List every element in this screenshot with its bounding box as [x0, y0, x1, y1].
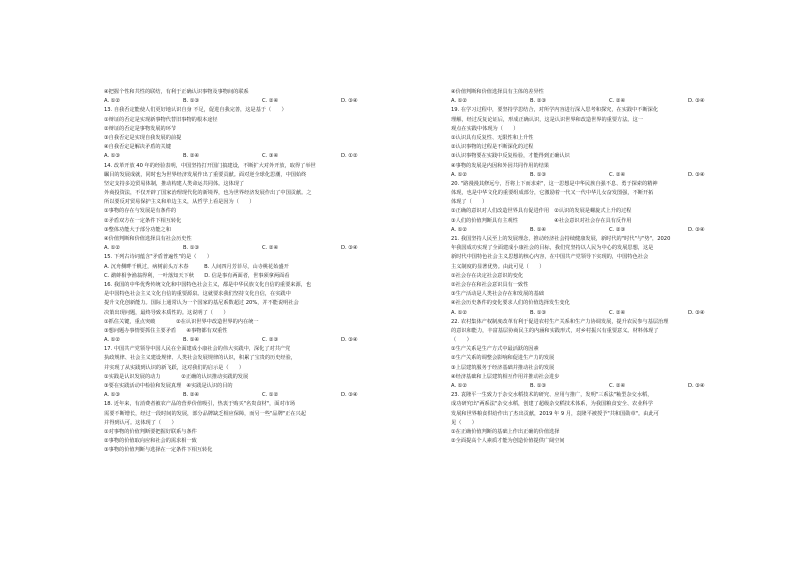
text-line: ④价值判断和价值选择具有社会历史性	[104, 236, 192, 242]
answer-option: B. ①③	[530, 171, 547, 178]
text-line: ②社会存在和社会意识具有一致性	[451, 281, 529, 288]
answer-option: B. ①③	[530, 309, 547, 316]
text-line: ①对事物的价值判断要把握好联系与条件	[104, 428, 197, 435]
text-line: 理解，经过反复论证后，形成正确认识，这是认识世界和改造世界的重要方法。这一	[451, 116, 643, 123]
text-line: A. 沉舟侧畔千帆过，病树前头万木春 B. 人间四月芳菲尽，山寺桃花始盛开	[104, 263, 289, 270]
text-line: 16. 我国的中华优秀传统文化和中国特色社会主义，都是中华民族文化自信的重要来源，也	[104, 281, 312, 288]
text-line: ③整体功能大于部分功能之和	[104, 226, 171, 233]
text-line: ②生产关系的调整会影响和促进生产力的发展	[451, 355, 555, 362]
answer-option: D. ③④	[341, 392, 358, 399]
text-line: ①社会存在决定社会意识的变化	[451, 272, 524, 279]
answer-options	[451, 171, 767, 180]
text-line: 坚定支持多边贸易体制，推动构建人类命运共同体。这体现了	[104, 180, 245, 187]
text-line: ④事物的发展是内因和外因共同作用的结果	[451, 162, 550, 169]
text-line: ②辩证的否定是事物发展的环节	[104, 125, 177, 132]
answer-option: D. ③④	[341, 337, 358, 344]
text-line: ④经济基础和上层建筑相互作用并推动社会进步	[451, 373, 560, 380]
text-line: ④把握个性和共性的联结，有利于正确认识事物及事物间的联系	[104, 89, 249, 95]
text-line: 体现了（ ）	[451, 199, 488, 206]
text-line: 成功研究出"两系法"杂交水稻，创建了超级杂交稻技术体系，为我国粮食安全、农业科学	[451, 401, 653, 408]
answer-option: B. ①③	[183, 245, 200, 252]
answer-option: D. ③④	[688, 309, 705, 316]
text-line: ③人们的价值判断具有主观性 ④社会意识对社会存在具有反作用	[451, 217, 632, 224]
text-line: 主义制度的显著优势。由此可见（ ）	[451, 263, 545, 270]
answer-options	[104, 152, 420, 161]
text-line: 所以要反对贸易保护主义和单边主义，从哲学上看是因为（ ）	[104, 199, 255, 206]
answer-option: D. ①②	[341, 153, 358, 160]
text-line: ①在正确价值判断的基础上作出正确的价值选择	[451, 428, 560, 435]
answer-options	[451, 97, 767, 106]
text-line: ④社会历史条件的变化要求人们的价值选择发生变化	[451, 300, 570, 307]
text-line: 观点在实践中体现为（ ）	[451, 125, 519, 132]
answer-option: C. ②④	[609, 98, 626, 105]
answer-option: C. ②④	[609, 171, 626, 178]
text-line: ②矛盾双方在一定条件下相互转化	[104, 217, 182, 224]
text-line: ①实践是认识发展的动力 ②正确的认识推动实践的发展	[104, 373, 249, 380]
right-column	[451, 88, 767, 446]
answer-option: B. ①③	[530, 383, 547, 389]
answer-option: C. ②③	[262, 337, 279, 344]
text-line: ③事物的价值判断与选择在一定条件下相互转化	[104, 447, 213, 454]
text-line: ④自我否定是解决矛盾的关键	[104, 144, 171, 151]
answer-option: B. ②④	[183, 153, 200, 160]
answer-options	[104, 391, 420, 400]
text-line: 发展和世界粮食供给作出了杰出贡献，2019 年 9 月，袁隆平被授予"共和国勋章"。由此可	[451, 410, 659, 417]
text-line: 21. 我国坚持人民至上的发展理念，推动经济社会持续健康发展，新时代的"时代"与"势"，2020	[451, 236, 671, 242]
answer-options	[451, 382, 767, 391]
text-line: ①认识具有反复性、无限性和上升性	[451, 134, 534, 141]
text-line: 13. 自我否定能使人们更好地认识自身 不足，促进自我完善，这是基于（ ）	[104, 107, 287, 114]
answer-option: C. ②④	[262, 245, 279, 252]
answer-option: D. ③④	[688, 383, 705, 389]
text-line: ①事物的存在与发展是有条件的	[104, 208, 177, 215]
text-line: 是中国特色社会主义文化自信的重要源泉。这就要求我们坚持文化自信，在实践中	[104, 291, 291, 298]
text-line: ③上层建筑服务于经济基础并推动社会的发展	[451, 364, 555, 371]
answer-option: D. ③④	[341, 98, 358, 105]
text-line: 体现，也是中华文化的重要组成部分，它激励着一代又一代中华儿女奋发图强，不断开拓	[451, 190, 654, 197]
answer-option: B. ①③	[183, 98, 200, 105]
answer-option: A. ①②	[451, 226, 468, 233]
text-line: 17. 中国共产党领导中国人民在全面建成小康社会的伟大实践中，深化了对共产党	[104, 346, 291, 353]
text-line: ②事物的价值取向应和社会的需求相一致	[104, 438, 197, 445]
answer-option: B. ①④	[530, 226, 547, 233]
text-line: ③认识事物要在实践中反复检验，才能得到正确认识	[451, 153, 570, 160]
text-line: 14. 改革开放 40 年的经验表明，中国坚持打开国门搞建设，不断扩大对外开放，取得了举世	[104, 162, 316, 169]
answer-option: C. ②③	[609, 226, 626, 233]
text-line: 22. 农村集体产权制度改革有利于促进农村生产关系和生产力协调发展，提升农民参与基层治理	[451, 318, 669, 325]
text-line: ③想问题办事情要抓住主要矛盾 ④事物都有双重性	[104, 327, 228, 334]
answer-option: C. ①②	[262, 392, 279, 399]
text-line: ②全面提高个人素质才能为创造价值提供广阔空间	[451, 438, 565, 445]
answer-options	[104, 244, 420, 253]
answer-option: D. ③④	[688, 98, 705, 105]
answer-option: C. ②④	[609, 383, 626, 389]
text-line: 的意识和能力，丰富基层协商民主的内涵和实践形式，对乡村振兴有重要意义。材料体现了	[451, 327, 659, 334]
answer-option: A. ①②	[104, 245, 121, 252]
text-line: 并得到认可。这体现了（ ）	[104, 419, 177, 426]
text-line: ①抓住关键，重点突破 ②在认识世界中改造世界的内在统一	[104, 318, 259, 325]
text-line: C. 鹬蚌相争渔翁得利，一叶落知天下秋 D. 信是事有两面者，世事须拿两面看	[104, 272, 290, 279]
text-line: （ ）	[451, 337, 472, 344]
answer-option: B. ①④	[183, 337, 200, 344]
text-line: ①正确的意识对人们改造世界具有促进作用 ②认识的发展是螺旋式上升的过程	[451, 208, 632, 215]
text-line: 需要不断增长，经过一段时间的发展，部分品牌缺乏相应保障，而另一些"品牌"正在兴起	[104, 410, 306, 417]
text-line: 新时代中国特色社会主义思想的核心内容，在中国共产党领导下实现的，中国特色社会	[451, 254, 649, 261]
answer-option: A. ①②	[451, 171, 468, 178]
answer-option: C. ②④	[262, 98, 279, 105]
answer-option: D. ③④	[688, 171, 705, 178]
answer-option: A. ①②	[451, 98, 468, 105]
answer-option: A. ①②	[104, 337, 121, 344]
text-line: 并实现了从实践到认识的新飞跃，这对我们的启示是（ ）	[104, 364, 245, 371]
text-line: ④价值判断和价值选择具有主体的差异性	[451, 89, 544, 95]
text-line: 外商投资法，不仅开辟了国家治理现代化的新境界，也为世界经济发展作出了中国贡献。之	[104, 190, 312, 197]
answer-option: C. ③④	[262, 153, 279, 160]
text-line: ①生产关系是生产方式中最活跃的因素	[451, 346, 539, 353]
text-line: ③要在实践活动中检验和发展真理 ④实践是认识的目的	[104, 383, 233, 389]
answer-options	[451, 226, 767, 235]
text-line: ②认识事物的过程是不断深化的过程	[451, 144, 534, 151]
answer-option: B. ②③	[530, 98, 547, 105]
text-line: 决策出现问题，最终导致本质性的。这说明了（ ）	[104, 309, 229, 316]
answer-option: A. ①②	[451, 383, 468, 389]
text-line: ③生产活动是人类社会存在和发展的基础	[451, 291, 544, 298]
text-line: ③自我否定是实现自我发展的前提	[104, 134, 182, 141]
answer-option: D. ③④	[341, 245, 358, 252]
answer-options	[104, 336, 420, 345]
text-line: 年我国成功实现了全面建成小康社会的目标，我们党坚持以人民为中心的发展思想，这是	[451, 245, 654, 252]
text-line: 执政规律、社会主义建设规律、人类社会发展规律的认识，积累了宝贵的历史经验，	[104, 355, 296, 362]
text-line: 瞩目的发展成就，同时也为世界经济发展作出了重要贡献。面对逆全球化思潮，中国始终	[104, 171, 307, 178]
text-line: 提升文化创新能力。国际上通常认为一个国家的基尼系数超过 20%，并不能说明社会	[104, 300, 299, 307]
answer-option: C. ②④	[609, 309, 626, 316]
text-line: 见（ ）	[451, 419, 477, 426]
text-line: ①辩证的否定是实现新事物代替旧事物的根本途径	[104, 116, 218, 123]
left-column	[104, 88, 420, 456]
text-line: 20. "路漫漫其修远兮，吾将上下而求索"，这一思想是中华民族自强不息、勇于探索的精神	[451, 180, 658, 187]
text-line: 18. 近年来，有消费者被农产品的营养价值吸引，热衷于购买"名贵食材"，面对市场	[104, 401, 296, 408]
text-line: 23. 袁隆平一生致力于杂交水稻技术的研究、应用与推广，发明"三系法"籼型杂交水稻，	[451, 392, 653, 399]
text-line: 19. 在学习过程中，要坚持学思结合，对所学内容进行深入思考和探究，在实践中不断深化	[451, 107, 659, 114]
answer-option: A. ①②	[451, 309, 468, 316]
answer-option: A. ①②	[104, 98, 121, 105]
text-line: 15. 下列古诗词蕴含"矛盾普遍性"的是（ ）	[104, 254, 213, 261]
answer-options	[451, 309, 767, 318]
answer-option: D. ③④	[688, 226, 705, 233]
answer-options	[104, 97, 420, 106]
answer-option: A. ①③	[104, 392, 121, 399]
answer-option: B. ②④	[183, 392, 200, 399]
answer-option: A. ①③	[104, 153, 121, 160]
